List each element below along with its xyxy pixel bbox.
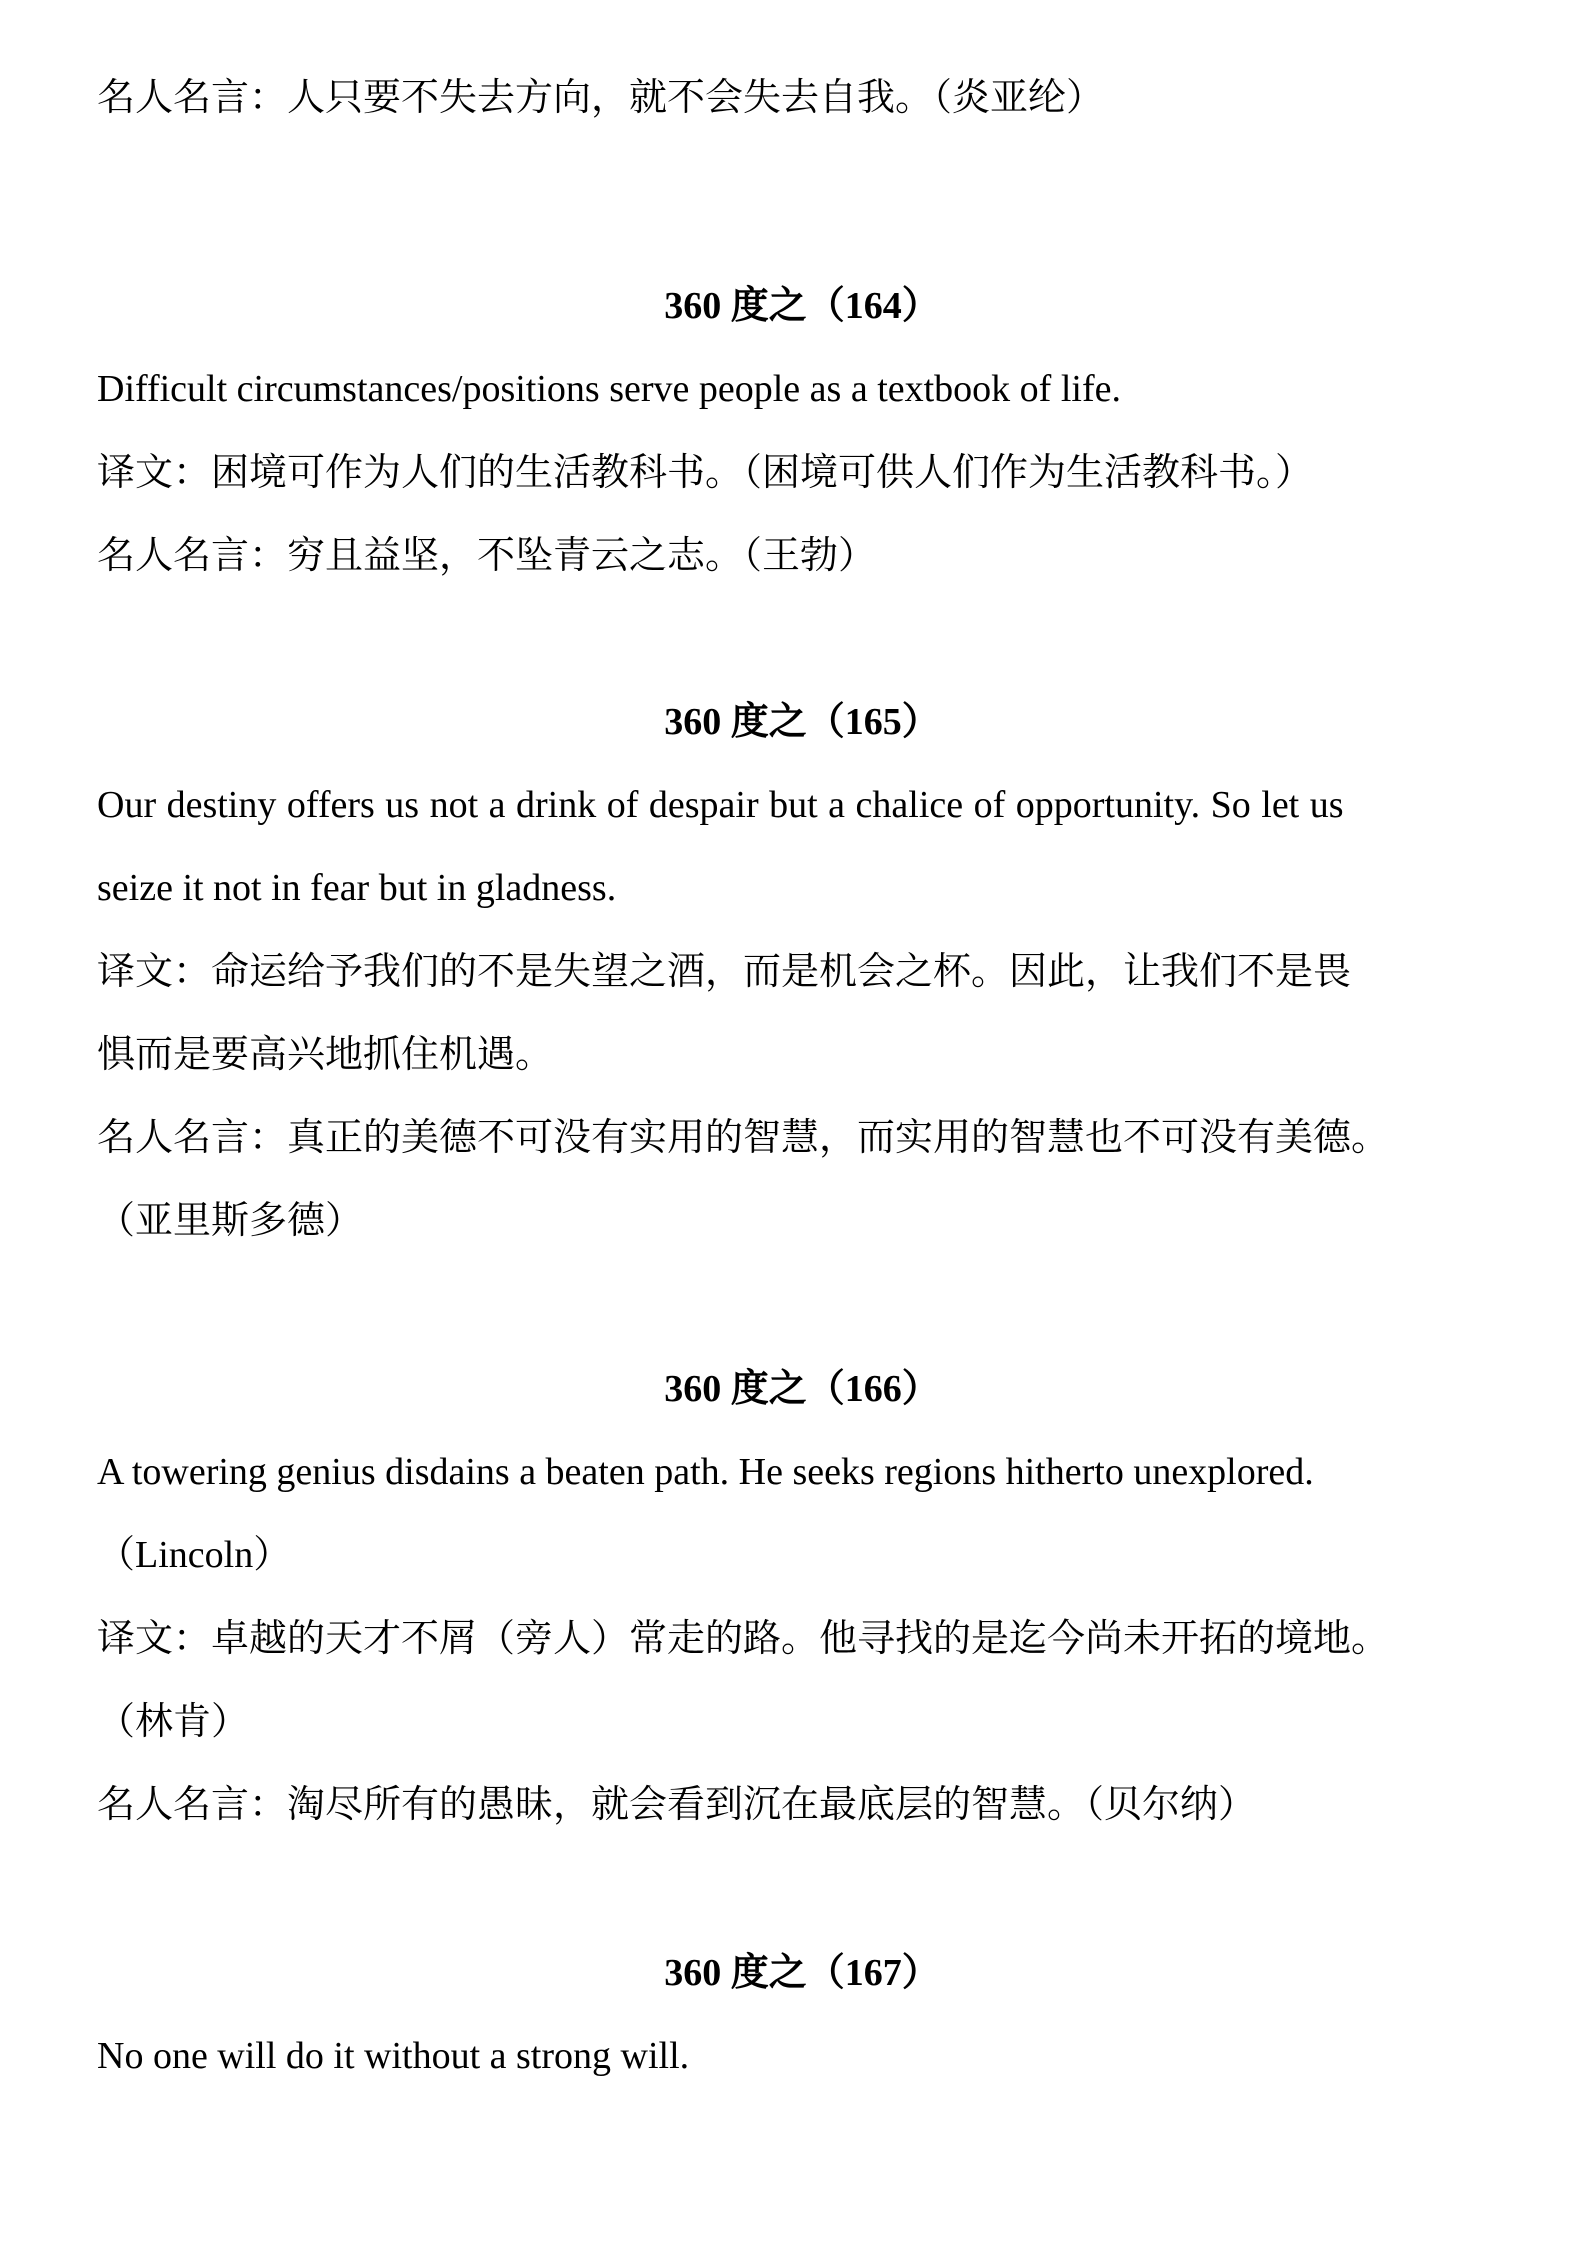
- section-165-translation-line2: 惧而是要高兴地抓住机遇。: [97, 1032, 554, 1076]
- section-165-quote-line1: 名人名言：真正的美德不可没有实用的智慧，而实用的智慧也不可没有美德。: [97, 1115, 1390, 1159]
- section-166-translation-line2: （林肯）: [97, 1699, 250, 1743]
- section-164-translation: 译文：困境可作为人们的生活教科书。（困境可供人们作为生活教科书。）: [97, 450, 1314, 494]
- section-heading-167: 360 度之（167）: [664, 1952, 940, 1994]
- section-165-english-line1: Our destiny offers us not a drink of despair but a chalice of opportunity. So let us: [97, 784, 1344, 826]
- section-166-quote: 名人名言：淘尽所有的愚昧，就会看到沉在最底层的智慧。（贝尔纳）: [97, 1782, 1257, 1826]
- section-164-quote: 名人名言：穷且益坚，不坠青云之志。（王勃）: [97, 533, 877, 577]
- section-167-english: No one will do it without a strong will.: [97, 2035, 690, 2077]
- section-164-english: Difficult circumstances/positions serve people as a textbook of life.: [97, 368, 1121, 410]
- section-165-english-line2: seize it not in fear but in gladness.: [97, 867, 617, 909]
- section-166-translation-line1: 译文：卓越的天才不屑（旁人）常走的路。他寻找的是迄今尚未开拓的境地。: [97, 1616, 1390, 1660]
- section-166-english-line2: （Lincoln）: [97, 1534, 292, 1576]
- section-heading-165: 360 度之（165）: [664, 701, 940, 743]
- section-166-english-line1: A towering genius disdains a beaten path. He seeks regions hitherto unexplored.: [97, 1451, 1314, 1493]
- document-page: [97, 0, 1507, 2077]
- section-165-translation-line1: 译文：命运给予我们的不是失望之酒，而是机会之杯。因此，让我们不是畏: [97, 949, 1352, 993]
- section-heading-164: 360 度之（164）: [664, 285, 940, 327]
- section-heading-166: 360 度之（166）: [664, 1368, 940, 1410]
- section-165-quote-line2: （亚里斯多德）: [97, 1198, 364, 1242]
- intro-quote: 名人名言：人只要不失去方向，就不会失去自我。（炎亚纶）: [97, 75, 1105, 119]
